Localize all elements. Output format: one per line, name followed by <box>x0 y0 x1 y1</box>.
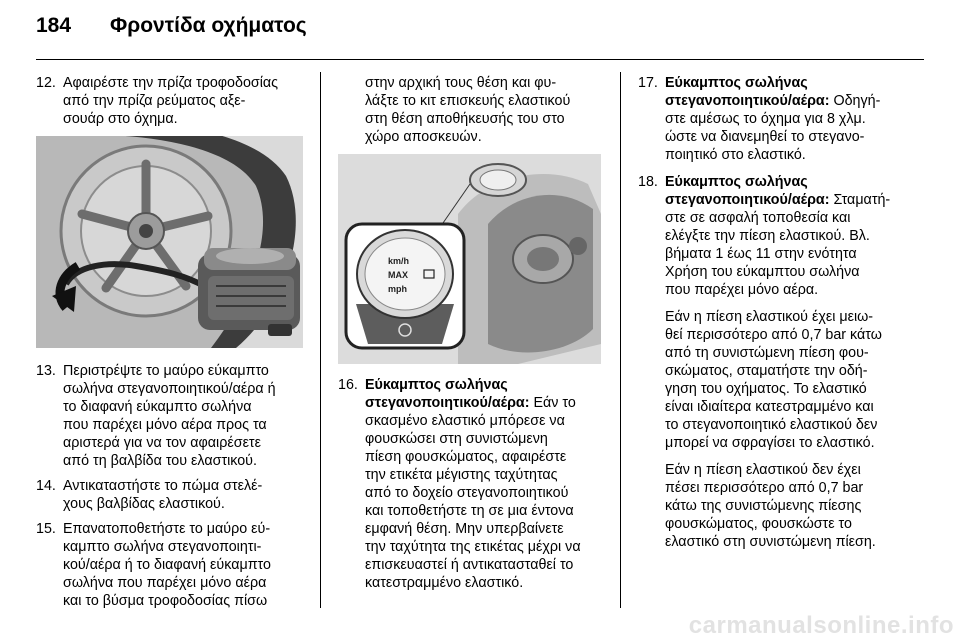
text-line: ελέγξτε την πίεση ελαστικού. Βλ. <box>665 228 870 244</box>
text-line: Εάν το <box>529 395 576 411</box>
text-line: Οδηγή- <box>829 93 881 109</box>
text-line: την ετικέτα μέγιστης ταχύτητας <box>365 467 558 483</box>
text-line: στην αρχική τους θέση και φυ- <box>365 75 557 91</box>
step-heading: Εύκαμπτος σωλήνας <box>665 174 808 190</box>
text-line: σωλήνα στεγανοποιητικού/αέρα ή <box>63 381 276 397</box>
kmh-label: km/h <box>388 256 410 266</box>
text-line: κού/αέρα ή το διαφανή εύκαμπτο <box>63 557 271 573</box>
header-divider <box>36 59 924 60</box>
column-divider <box>620 72 621 608</box>
text-line: μπορεί να σφραγίσει το ελαστικό. <box>665 435 875 451</box>
text-line: από το δοχείο στεγανοποιητικού <box>365 485 569 501</box>
column-right <box>638 74 914 551</box>
text-line: ελαστικό στη συνιστώμενη πίεση. <box>665 534 876 550</box>
paragraph <box>665 461 914 551</box>
text-line: Χρήση του εύκαμπτου σωλήνα <box>665 264 860 280</box>
text-line: κάτω της συνιστώμενης πίεσης <box>665 498 862 514</box>
text-line: Περιστρέψτε το μαύρο εύκαμπτο <box>63 363 269 379</box>
text-line: εμφανή θέση. Μην υπερβαίνετε <box>365 521 564 537</box>
figure-speed-label <box>338 154 601 364</box>
text-line: το στεγανοποιητικό ελαστικού δεν <box>665 417 878 433</box>
step-heading: Εύκαμπτος σωλήνας <box>665 75 808 91</box>
text-line: και τοποθετήστε τη σε μια έντονα <box>365 503 574 519</box>
watermark: carmanualsonline.info <box>688 612 954 639</box>
text-line: καμπτο σωλήνα στεγανοποιητι- <box>63 539 262 555</box>
text-line: είναι ιδιαίτερα κατεστραμμένο και <box>665 399 874 415</box>
text-line: που παρέχει μόνο αέρα. <box>665 282 819 298</box>
text-line: αριστερά για να τον αφαιρέσετε <box>63 435 261 451</box>
text-line: από τη συνιστώμενη πίεση φου- <box>665 345 869 361</box>
step-number: 12. <box>36 75 56 91</box>
step-heading: στεγανοποιητικού/αέρα: <box>365 395 530 411</box>
text-line: θεί περισσότερο από 0,7 bar κάτω <box>665 327 882 343</box>
text-line: ποιητικό στο ελαστικό. <box>665 147 806 163</box>
text-line: από την πρίζα ρεύματος αξε- <box>63 93 246 109</box>
step-number: 14. <box>36 478 56 494</box>
text-line: επισκευαστεί ή αντικατασταθεί το <box>365 557 574 573</box>
text-line: την ταχύτητα της ετικέτας μέχρι να <box>365 539 581 555</box>
text-line: χους βαλβίδας ελαστικού. <box>63 496 225 512</box>
sealant-container-illustration <box>338 154 601 364</box>
figure-compressor-wheel <box>36 136 303 348</box>
step-14 <box>36 477 304 513</box>
step-17 <box>638 74 914 164</box>
step-number: 15. <box>36 521 56 537</box>
step-18 <box>638 173 914 299</box>
text-line: στε σε ασφαλή τοποθεσία και <box>665 210 851 226</box>
text-line: Αντικαταστήστε το πώμα στελέ- <box>63 478 263 494</box>
step-heading: στεγανοποιητικού/αέρα: <box>665 192 830 208</box>
mph-label: mph <box>388 284 407 294</box>
page-title: Φροντίδα οχήματος <box>110 14 307 37</box>
text-line: σωλήνα που παρέχει μόνο αέρα <box>63 575 267 591</box>
text-line: Εάν η πίεση ελαστικού δεν έχει <box>665 462 861 478</box>
step-number: 17. <box>638 75 658 91</box>
column-divider <box>320 72 321 608</box>
step-number: 16. <box>338 377 358 393</box>
text-line: χώρο αποσκευών. <box>365 129 482 145</box>
text-line: Αφαιρέστε την πρίζα τροφοδοσίας <box>63 75 279 91</box>
text-line: σκασμένο ελαστικό μπόρεσε να <box>365 413 565 429</box>
step-number: 18. <box>638 174 658 190</box>
page-header <box>36 14 307 46</box>
text-line: Σταματή- <box>829 192 891 208</box>
column-left <box>36 74 304 610</box>
compressor-wheel-illustration <box>36 136 303 348</box>
step-13 <box>36 362 304 470</box>
paragraph <box>665 308 914 452</box>
text-line: φουσκώματος, φουσκώστε το <box>665 516 852 532</box>
text-line: σκώματος, σταματήστε την οδή- <box>665 363 868 379</box>
text-line: πίεση φουσκώματος, αφαιρέστε <box>365 449 567 465</box>
text-line: γηση του οχήματος. Το ελαστικό <box>665 381 867 397</box>
text-line: βήματα 1 έως 11 στην ενότητα <box>665 246 857 262</box>
step-16 <box>338 376 606 592</box>
text-line: φουσκώσει στη συνιστώμενη <box>365 431 548 447</box>
text-line: σουάρ στο όχημα. <box>63 111 178 127</box>
page-number: 184 <box>36 14 72 37</box>
text-line: στε αμέσως το όχημα για 8 χλμ. <box>665 111 866 127</box>
text-line: από τη βαλβίδα του ελαστικού. <box>63 453 257 469</box>
text-line: λάξτε το κιτ επισκευής ελαστικού <box>365 93 571 109</box>
text-line: Εάν η πίεση ελαστικού έχει μειω- <box>665 309 874 325</box>
max-label: MAX <box>388 270 408 280</box>
text-line: πέσει περισσότερο από 0,7 bar <box>665 480 864 496</box>
text-line: το διαφανή εύκαμπτο σωλήνα <box>63 399 252 415</box>
text-line: ώστε να διανεμηθεί το στεγανο- <box>665 129 865 145</box>
text-line: που παρέχει μόνο αέρα προς τα <box>63 417 267 433</box>
text-line: Επανατοποθετήστε το μαύρο εύ- <box>63 521 271 537</box>
step-number: 13. <box>36 363 56 379</box>
text-line: κατεστραμμένο ελαστικό. <box>365 575 524 591</box>
step-heading: στεγανοποιητικού/αέρα: <box>665 93 830 109</box>
step-12 <box>36 74 304 128</box>
column-middle <box>338 74 606 592</box>
text-line: στη θέση αποθήκευσής του στο <box>365 111 565 127</box>
text-line: και το βύσμα τροφοδοσίας πίσω <box>63 593 268 609</box>
step-heading: Εύκαμπτος σωλήνας <box>365 377 508 393</box>
step-15 <box>36 520 304 610</box>
